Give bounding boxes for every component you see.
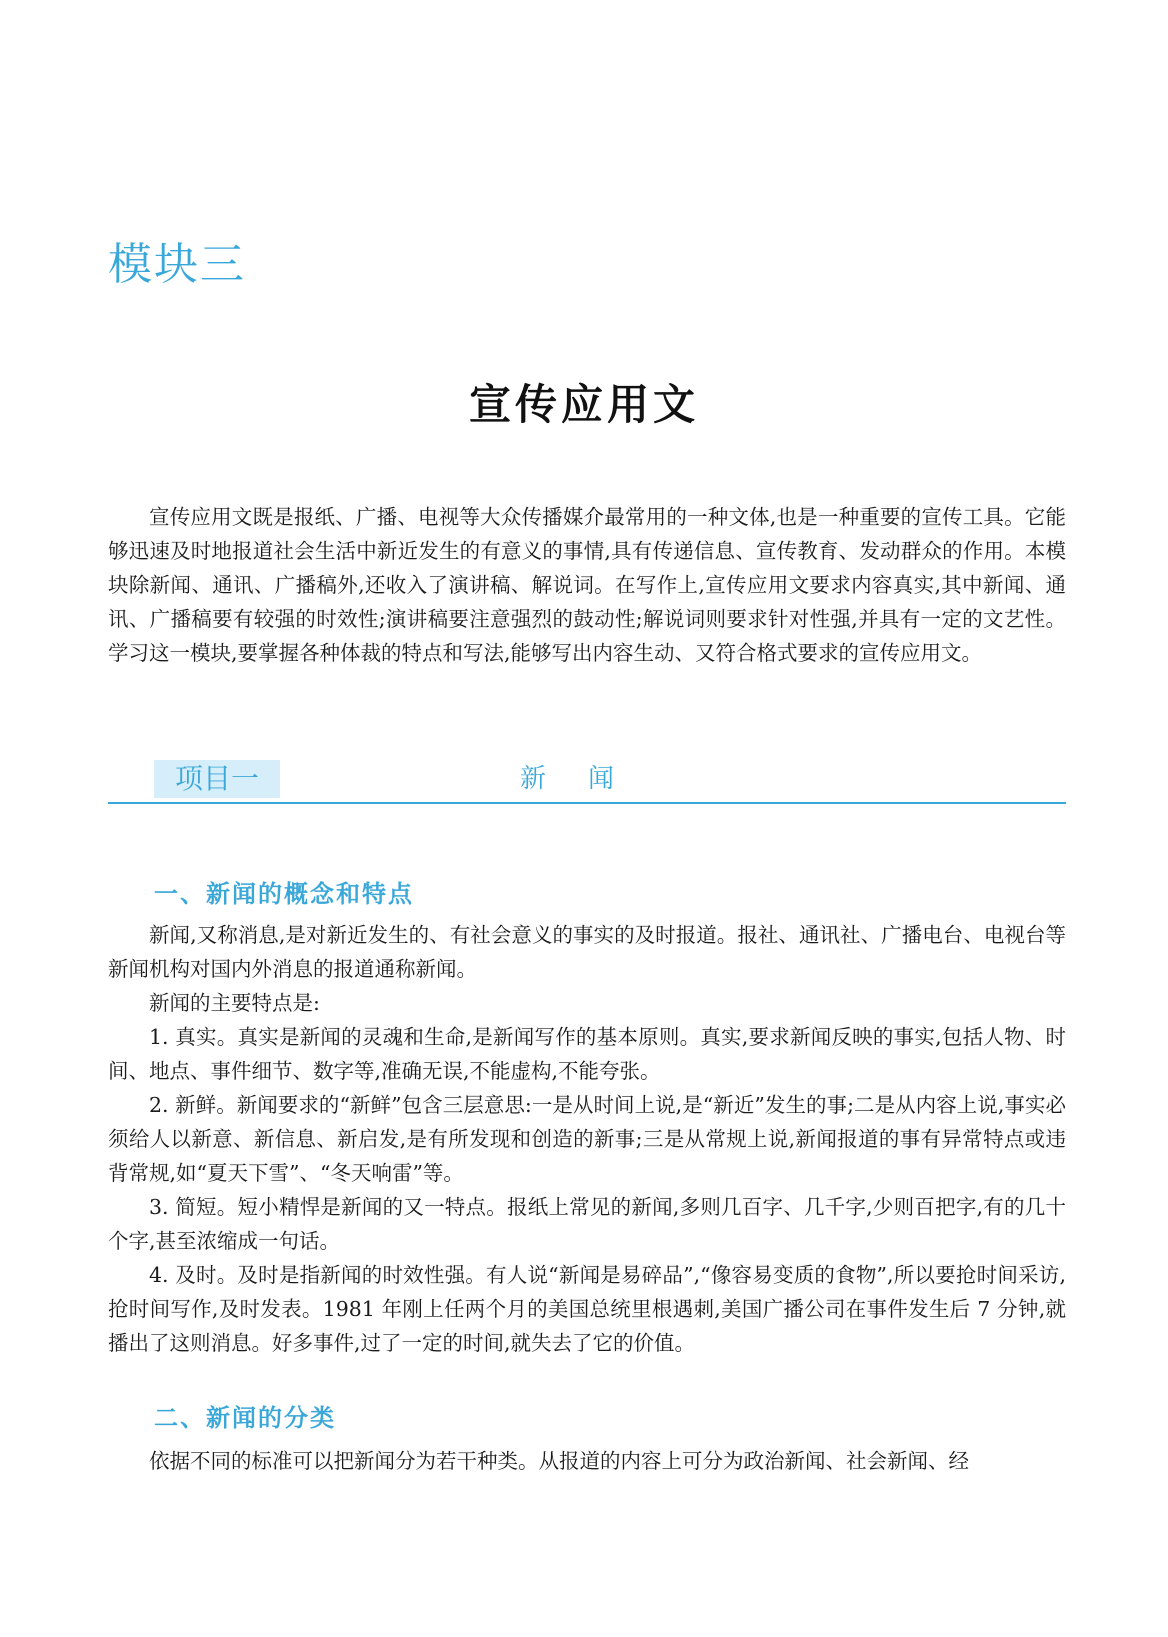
- project-name: 新闻: [520, 764, 657, 794]
- list-item-timeliness: 4. 及时。及时是指新闻的时效性强。有人说“新闻是易碎品”,“像容易变质的食物”,所以要抢时间采访,抢时间写作,及时发表。1981 年刚上任两个月的美国总统里根遇刺,美国广播公司在事件发生后 7 分钟,就播出了这则消息。好多事件,过了一定的时间,就失去了它的价值。: [108, 1263, 1066, 1355]
- project-tag: 项目一: [154, 760, 280, 798]
- section-heading-classification: 二、新闻的分类: [154, 1404, 336, 1432]
- project-header: [108, 760, 1066, 804]
- body-paragraph: 依据不同的标准可以把新闻分为若干种类。从报道的内容上可分为政治新闻、社会新闻、经: [149, 1449, 969, 1473]
- page-title: 宣传应用文: [468, 380, 699, 429]
- intro-paragraph: 宣传应用文既是报纸、广播、电视等大众传播媒介最常用的一种文体,也是一种重要的宣传工具。它能够迅速及时地报道社会生活中新近发生的有意义的事情,具有传递信息、宣传教育、发动群众的作用。本模块除新闻、通讯、广播稿外,还收入了演讲稿、解说词。在写作上,宣传应用文要求内容真实,其中新闻、通讯、广播稿要有较强的时效性;演讲稿要注意强烈的鼓动性;解说词则要求针对性强,并具有一定的文艺性。学习这一模块,要掌握各种体裁的特点和写法,能够写出内容生动、又符合格式要求的宣传应用文。: [108, 505, 1066, 665]
- module-label: 模块三: [108, 239, 246, 290]
- body-paragraph: 新闻,又称消息,是对新近发生的、有社会意义的事实的及时报道。报社、通讯社、广播电台、电视台等新闻机构对国内外消息的报道通称新闻。: [108, 923, 1066, 981]
- section-heading-concept: 一、新闻的概念和特点: [154, 880, 414, 908]
- list-item-truth: 1. 真实。真实是新闻的灵魂和生命,是新闻写作的基本原则。真实,要求新闻反映的事实,包括人物、时间、地点、事件细节、数字等,准确无误,不能虚构,不能夸张。: [108, 1025, 1066, 1083]
- list-item-brevity: 3. 简短。短小精悍是新闻的又一特点。报纸上常见的新闻,多则几百字、几千字,少则百把字,有的几十个字,甚至浓缩成一句话。: [108, 1195, 1066, 1253]
- list-item-freshness: 2. 新鲜。新闻要求的“新鲜”包含三层意思:一是从时间上说,是“新近”发生的事;二是从内容上说,事实必须给人以新意、新信息、新启发,是有所发现和创造的新事;三是从常规上说,新闻报道的事有异常特点或违背常规,如“夏天下雪”、“冬天响雷”等。: [108, 1093, 1066, 1185]
- body-paragraph: 新闻的主要特点是:: [149, 991, 320, 1015]
